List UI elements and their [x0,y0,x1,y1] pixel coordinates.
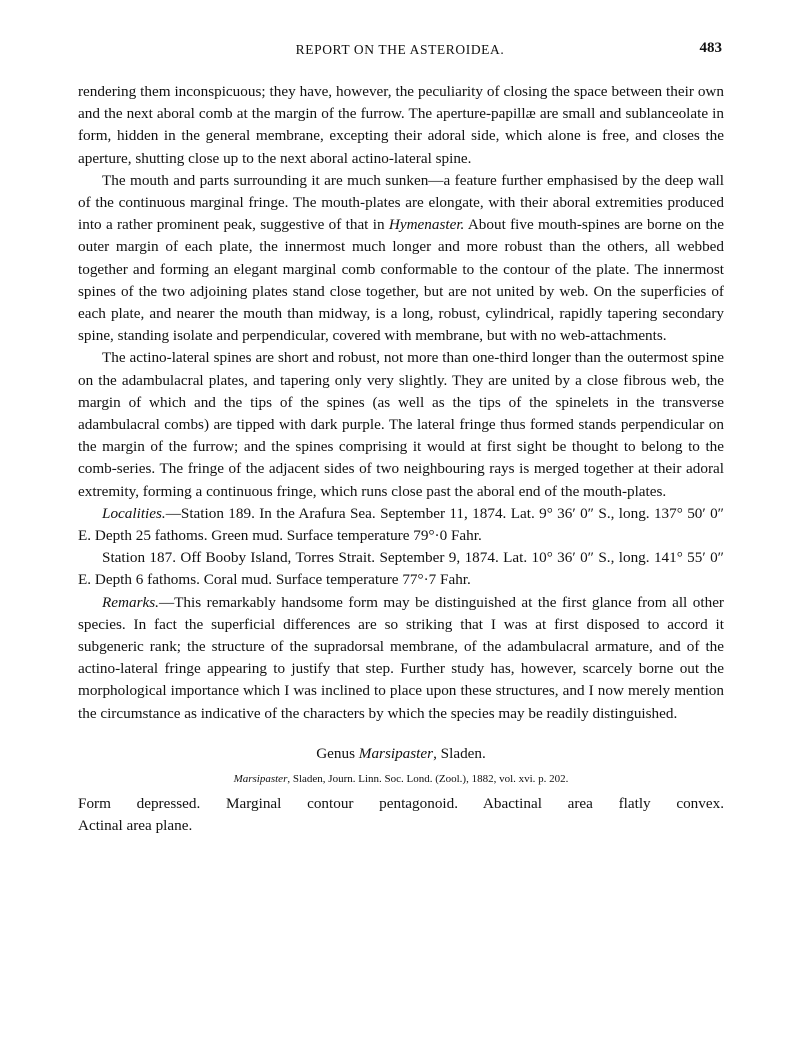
body-text [78,81,724,837]
genus-heading [78,743,724,765]
citation-genus-name: Marsipaster [233,772,288,785]
paragraph-text: —Station 189. In the Arafura Sea. September 11, 1874. Lat. 9° 36′ 0″ S., long. 137° 50′ 0″ E. Depth 25 fathoms. Green mud. Surface temperature 79°·0 Fahr. [78,504,724,545]
citation-text: , Sladen, Journ. Linn. Soc. Lond. (Zool.), 1882, vol. xvi. p. 202. [287,772,569,785]
genus-diagnosis [78,793,724,837]
genus-citation [78,771,724,787]
running-title: REPORT ON THE ASTEROIDEA. [295,42,505,57]
paragraph-text: —This remarkably handsome form may be distinguished at the first glance from all other species. In fact the superficial differences are so striking that I was at first disposed to accord it subgeneric rank; the structure of the supradorsal membrane, of the adambulacral armature, and of the actino-lateral fringe appearing to justify that step. Further study has, however, scarcely borne out the morphological importance which I was inclined to place upon these structures, and I now merely mention the circumstance as indicative of the characters by which the species may be readily distinguished. [78,593,724,722]
paragraph-station [78,547,724,591]
paragraph-text: Station 187. Off Booby Island, Torres Strait. September 9, 1874. Lat. 10° 36′ 0″ S., long. 141° 55′ 0″ E. Depth 6 fathoms. Coral mud. Surface temperature 77°·7 Fahr. [78,549,724,589]
paragraph-text: The actino-lateral spines are short and robust, not more than one-third longer than the outermost spine on the adambulacral plates, and tapering only very slightly. They are united by a close fibrous web, the margin of which and the tips of the spines (as well as the tips of the spinelets in the transverse adambulacral combs) are tipped with dark purple. The lateral fringe thus formed stands perpendicular on the margin of the furrow; and the spines comprising it would at first sight be thought to belong to the comb-series. The fringe of the adjacent sides of two neighbouring rays is merged together at their adoral extremity, forming a continuous fringe, which runs close past the aboral end of the mouth-plates. [78,349,724,500]
paragraph-mouth [78,170,724,348]
paragraph-text: rendering them inconspicuous; they have, however, the peculiarity of closing the space between their own and the next aboral comb at the margin of the furrow. The aperture-papillæ are small and sublanceolate in form, hidden in the general membrane, excepting their adoral side, which alone is free, and closes the aperture, shutting close up to the next aboral actino-lateral spine. [78,83,724,167]
remarks-label: Remarks. [102,593,159,611]
paragraph-text: The mouth and parts surrounding it are much sunken—a feature further emphasised by the deep wall of the continuous marginal fringe. The mouth-plates are elongate, with their aboral extremities produced into a rather prominent peak, suggestive of that in [78,171,724,234]
genus-suffix: , Sladen. [433,744,486,762]
diagnosis-line: Actinal area plane. [78,816,193,834]
paragraph-continuation [78,81,724,170]
diagnosis-line: Form depressed. Marginal contour pentagonoid. Abactinal area flatly convex. [78,794,724,812]
genus-prefix: Genus [316,744,359,762]
paragraph-actino-lateral [78,347,724,502]
paragraph-localities [78,503,724,547]
page-number: 483 [699,40,722,56]
genus-name: Marsipaster [358,744,434,762]
paragraph-remarks [78,592,724,725]
genus-reference-italic: Hymenaster. [388,216,465,234]
localities-label: Localities. [102,504,166,522]
paragraph-text: About five mouth-spines are borne on the outer margin of each plate, the innermost much longer and more robust than the others, all webbed together and forming an elegant marginal comb conformable to the contour of the plate. The innermost spines of the two adjoining plates stand close together, but are not united by web. On the superficies of each plate, and nearer the mouth than midway, is a long, robust, cylindrical, rapidly tapering secondary spine, standing isolate and perpendicular, covered with membrane, but with no web-attachments. [78,216,724,345]
running-head [78,42,722,62]
